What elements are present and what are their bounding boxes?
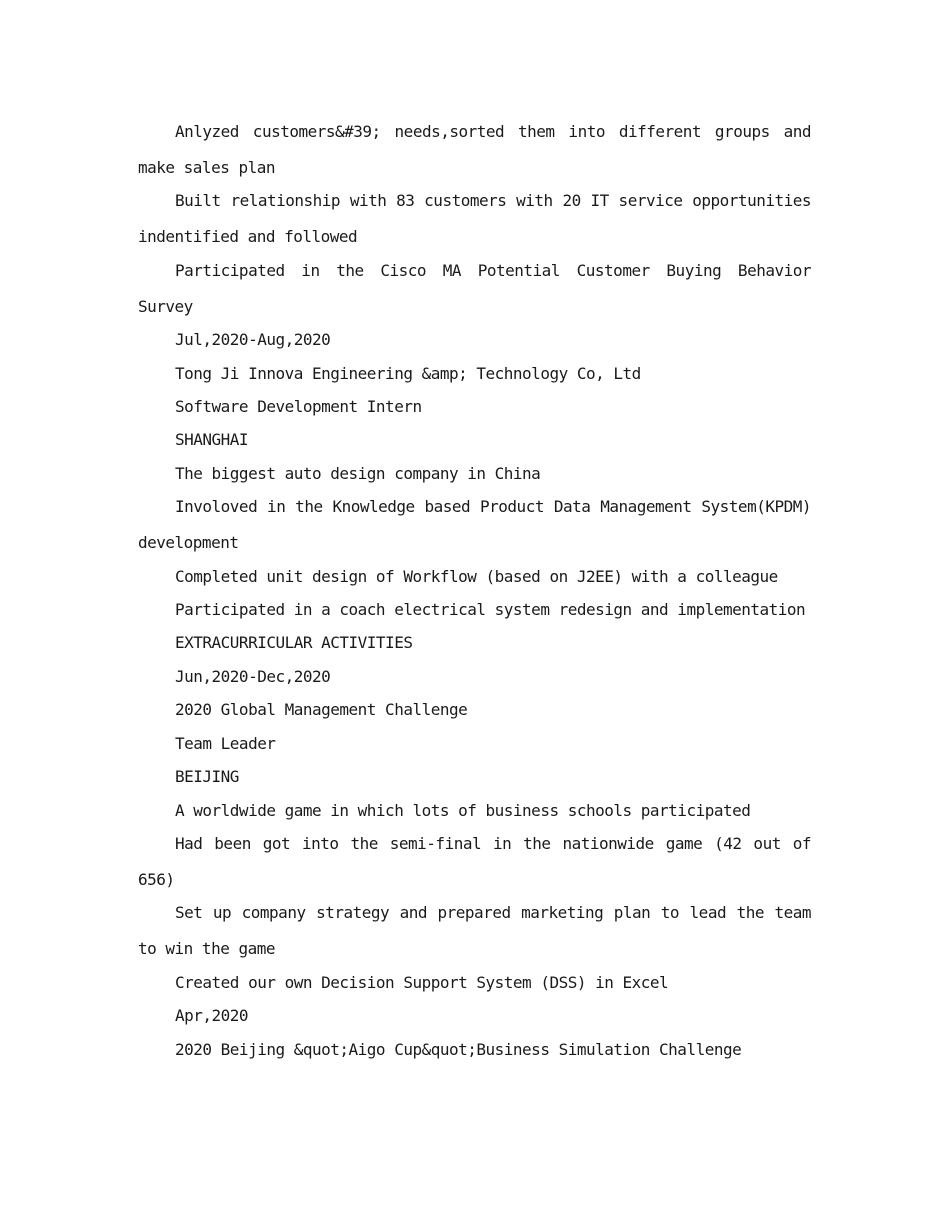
paragraph-22: 2020 Beijing &quot;Aigo Cup&quot;Business Simulation Challenge xyxy=(175,1039,742,1059)
paragraph-7: SHANGHAI xyxy=(175,430,249,450)
paragraph-18: Had been got into the semi-final in the nationwide game (42 out of 656) xyxy=(138,833,811,889)
paragraph-10: Completed unit design of Workflow (based on J2EE) with a colleague xyxy=(175,566,778,586)
paragraph-3: Participated in the Cisco MA Potential Customer Buying Behavior Survey xyxy=(138,260,811,316)
paragraph-19: Set up company strategy and prepared marketing plan to lead the team to win the game xyxy=(138,903,811,959)
paragraph-11: Participated in a coach electrical system redesign and implementation xyxy=(175,600,806,620)
paragraph-6: Software Development Intern xyxy=(175,397,422,417)
section-heading-extracurricular: EXTRACURRICULAR ACTIVITIES xyxy=(175,633,413,653)
paragraph-16: BEIJING xyxy=(175,767,239,787)
paragraph-13: Jun,2020-Dec,2020 xyxy=(175,666,331,686)
paragraph-14: 2020 Global Management Challenge xyxy=(175,700,468,720)
paragraph-8: The biggest auto design company in China xyxy=(175,463,541,483)
paragraph-17: A worldwide game in which lots of business schools participated xyxy=(175,800,751,820)
paragraph-15: Team Leader xyxy=(175,733,276,753)
paragraph-20: Created our own Decision Support System (DSS) in Excel xyxy=(175,972,669,992)
paragraph-1: Anlyzed customers&#39; needs,sorted them into different groups and make sales plan xyxy=(138,122,811,177)
paragraph-9: Involoved in the Knowledge based Product Data Management System(KPDM) development xyxy=(138,497,811,553)
paragraph-5: Tong Ji Innova Engineering &amp; Technology Co, Ltd xyxy=(175,363,641,383)
paragraph-4: Jul,2020-Aug,2020 xyxy=(175,330,331,350)
paragraph-2: Built relationship with 83 customers with 20 IT service opportunities indentified and followed xyxy=(138,191,811,247)
paragraph-21: Apr,2020 xyxy=(175,1006,249,1026)
document-body xyxy=(138,114,811,1065)
